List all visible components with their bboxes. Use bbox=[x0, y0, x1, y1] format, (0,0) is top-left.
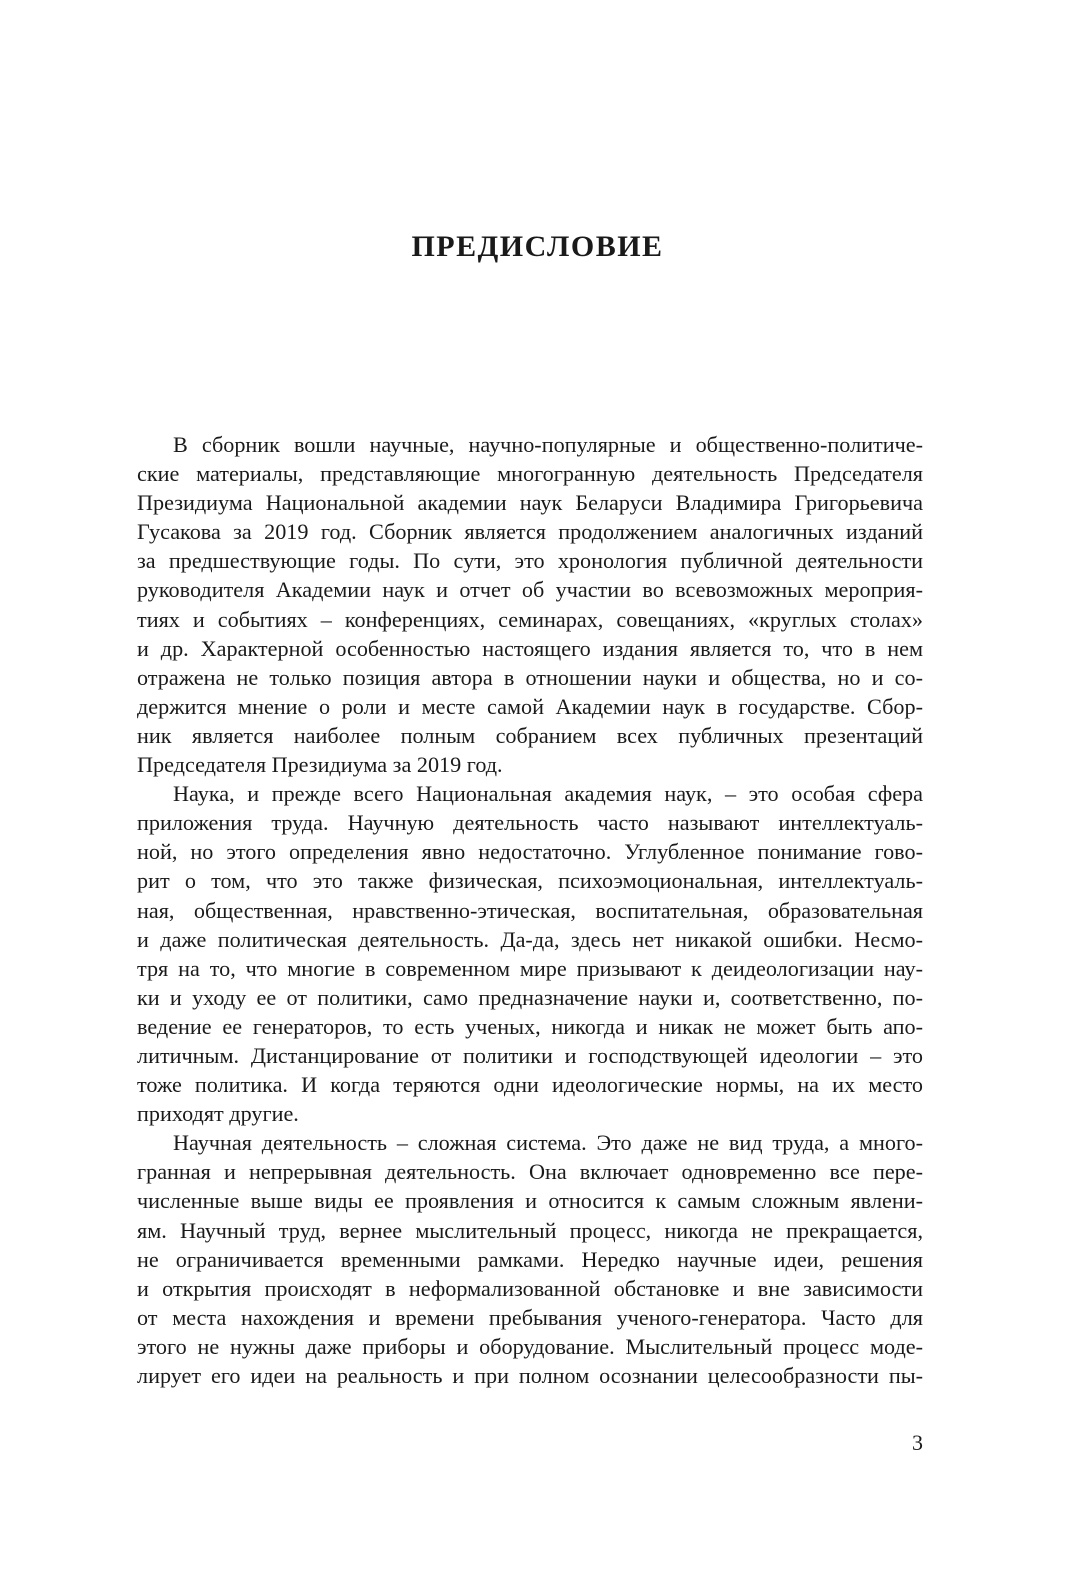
text-line: лирует его идеи на реальность и при полном осознании целесообразности пы- bbox=[137, 1363, 923, 1388]
text-line: тоже политика. И когда теряются одни идеологические нормы, на их место bbox=[137, 1072, 923, 1098]
text-line: и открытия происходят в неформализованной обстановке и вне зависимости bbox=[137, 1275, 923, 1301]
text-line: от места нахождения и времени пребывания ученого-генератора. Часто для bbox=[137, 1304, 923, 1330]
text-line: отражена не только позиция автора в отношении науки и общества, но и со- bbox=[137, 664, 923, 690]
text-line: приходят другие. bbox=[137, 1101, 299, 1127]
text-line: тря на то, что многие в современном мире призывают к деидеологизации нау- bbox=[137, 955, 923, 981]
text-line: Научная деятельность – сложная система. Это даже не вид труда, а много- bbox=[173, 1130, 923, 1156]
text-line: и даже политическая деятельность. Да-да, здесь нет никакой ошибки. Несмо- bbox=[137, 926, 923, 952]
page-number: 3 bbox=[912, 1430, 923, 1455]
text-line: ная, общественная, нравственно-этическая, воспитательная, образовательная bbox=[137, 897, 923, 923]
text-line: и др. Характерной особенностью настоящего издания является то, что в нем bbox=[137, 635, 923, 661]
text-line: Гусакова за 2019 год. Сборник является продолжением аналогичных изданий bbox=[137, 519, 923, 545]
text-line: руководителя Академии наук и отчет об участии во всевозможных мероприя- bbox=[137, 577, 923, 603]
text-line: ки и уходу ее от политики, само предназначение науки и, соответственно, по- bbox=[137, 984, 923, 1010]
text-line: приложения труда. Научную деятельность часто называют интеллектуаль- bbox=[137, 810, 923, 836]
text-line: Председателя Президиума за 2019 год. bbox=[137, 752, 503, 778]
page-title: ПРЕДИСЛОВИЕ bbox=[411, 230, 664, 263]
text-line: ские материалы, представляющие многогранную деятельность Председателя bbox=[137, 461, 923, 487]
paragraph-1 bbox=[137, 430, 923, 779]
text-line: ник является наиболее полным собранием всех публичных презентаций bbox=[137, 722, 923, 748]
text-line: численные выше виды ее проявления и относится к самым сложным явлени- bbox=[137, 1188, 923, 1214]
text-line: ям. Научный труд, вернее мыслительный процесс, никогда не прекращается, bbox=[137, 1217, 923, 1243]
text-line: гранная и непрерывная деятельность. Она включает одновременно все пере- bbox=[137, 1159, 923, 1185]
text-line: Наука, и прежде всего Национальная академия наук, – это особая сфера bbox=[173, 781, 923, 807]
text-line: В сборник вошли научные, научно-популярные и общественно-политиче- bbox=[173, 432, 923, 457]
text-line: Президиума Национальной академии наук Беларуси Владимира Григорьевича bbox=[137, 490, 923, 516]
text-line: ведение ее генераторов, то есть ученых, никогда и никак не может быть апо- bbox=[137, 1013, 923, 1039]
text-line: не ограничивается временными рамками. Нередко научные идеи, решения bbox=[137, 1246, 923, 1272]
text-line: рит о том, что это также физическая, психоэмоциональная, интеллектуаль- bbox=[137, 868, 923, 894]
paragraph-2 bbox=[137, 779, 923, 1128]
body-text bbox=[137, 430, 923, 1390]
text-line: тиях и событиях – конференциях, семинарах, совещаниях, «круглых столах» bbox=[137, 606, 923, 632]
text-line: за предшествующие годы. По сути, это хронология публичной деятельности bbox=[137, 548, 923, 574]
text-line: ной, но этого определения явно недостаточно. Углубленное понимание гово- bbox=[137, 839, 923, 865]
text-line: литичным. Дистанцирование от политики и господствующей идеологии – это bbox=[137, 1042, 923, 1068]
text-line: держится мнение о роли и месте самой Академии наук в государстве. Сбор- bbox=[137, 693, 923, 719]
text-line: этого не нужны даже приборы и оборудование. Мыслительный процесс моде- bbox=[137, 1333, 923, 1359]
paragraph-3 bbox=[137, 1128, 923, 1390]
